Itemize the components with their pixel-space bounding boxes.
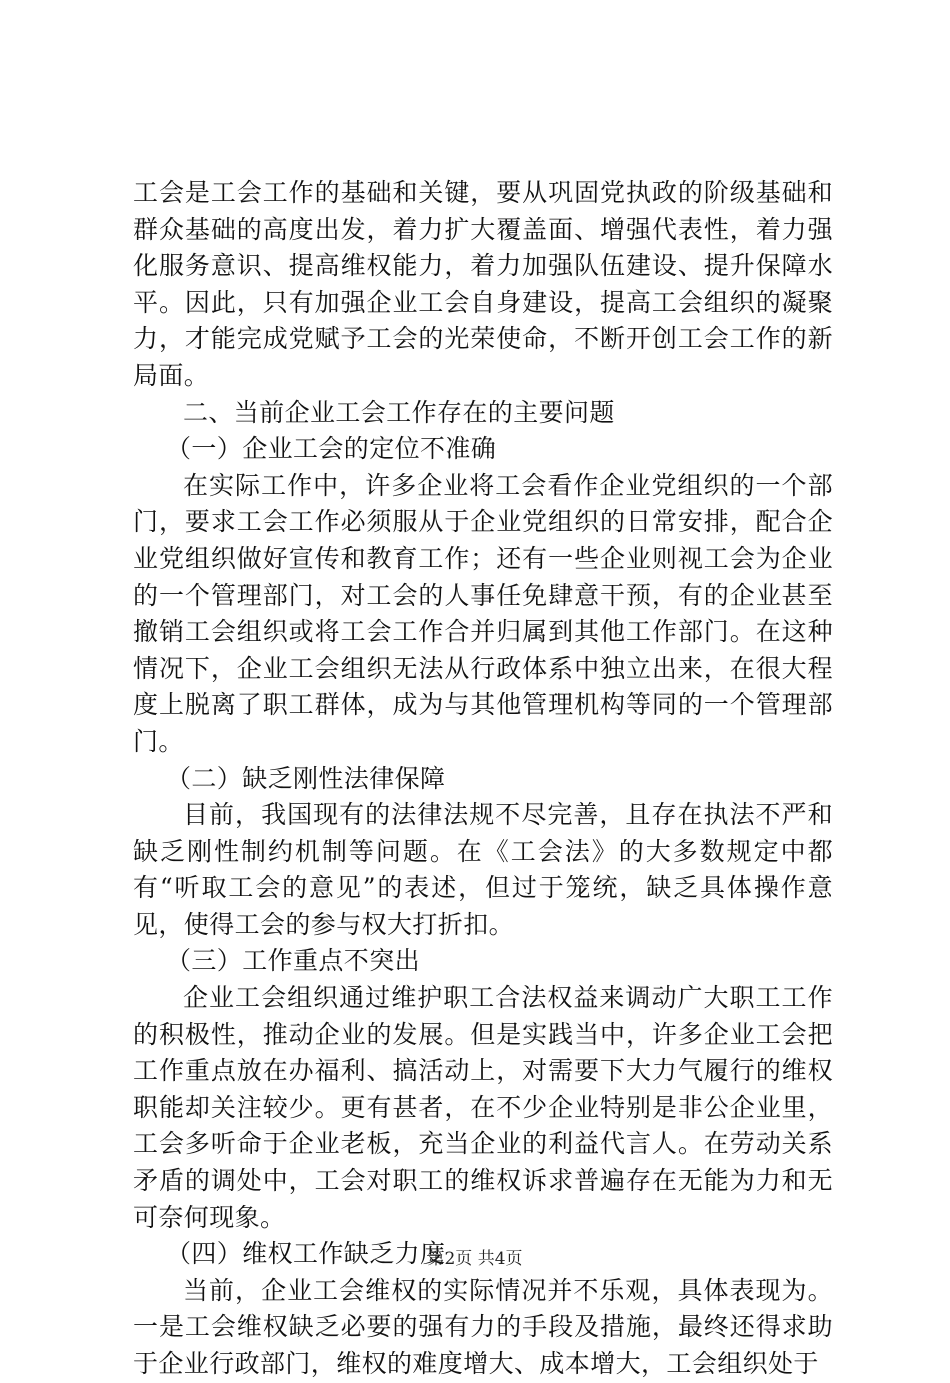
subsection-heading: （一）企业工会的定位不准确	[166, 434, 497, 464]
subsection-heading: （四）维权工作缺乏力度	[166, 1239, 446, 1269]
document-body	[133, 175, 833, 1383]
subsection-heading: （三）工作重点不突出	[166, 946, 421, 976]
paragraph: 在实际工作中，许多企业将工会看作企业党组织的一个部门，要求工会工作必须服从于企业党组织的日常安排，配合企业党组织做好宣传和教育工作；还有一些企业则视工会为企业的一个管理部门，对工会的人事任免肆意干预，有的企业甚至撤销工会组织或将工会工作合并归属到其他工作部门。在这种情况下，企业工会组织无法从行政体系中独立出来，在很大程度上脱离了职工群体，成为与其他管理机构等同的一个管理部门。	[133, 470, 833, 756]
paragraph: 企业工会组织通过维护职工合法权益来调动广大职工工作的积极性，推动企业的发展。但是实践当中，许多企业工会把工作重点放在办福利、搞活动上，对需要下大力气履行的维权职能却关注较少。更有甚者，在不少企业特别是非公企业里，工会多听命于企业老板，充当企业的利益代言人。在劳动关系矛盾的调处中，工会对职工的维权诉求普遍存在无能为力和无可奈何现象。	[133, 983, 833, 1232]
paragraph: 当前，企业工会维权的实际情况并不乐观，具体表现为。一是工会维权缺乏必要的强有力的手段及措施，最终还得求助于企业行政部门，维权的难度增大、成本增大，工会组织处于	[133, 1275, 833, 1378]
subsection-heading: （二）缺乏刚性法律保障	[166, 763, 446, 793]
paragraph: 目前，我国现有的法律法规不尽完善，且存在执法不严和缺乏刚性制约机制等问题。在《工会法》的大多数规定中都有“听取工会的意见”的表述，但过于笼统，缺乏具体操作意见，使得工会的参与权大打折扣。	[133, 800, 833, 939]
section-heading: 二、当前企业工会工作存在的主要问题	[183, 397, 615, 427]
paragraph: 工会是工会工作的基础和关键，要从巩固党执政的阶级基础和群众基础的高度出发，着力扩大覆盖面、增强代表性，着力强化服务意识、提高维权能力，着力加强队伍建设、提升保障水平。因此，只有加强企业工会自身建设，提高工会组织的凝聚力，才能完成党赋予工会的光荣使命，不断开创工会工作的新局面。	[133, 178, 833, 390]
page-footer: 第2页 共4页	[427, 1249, 523, 1269]
